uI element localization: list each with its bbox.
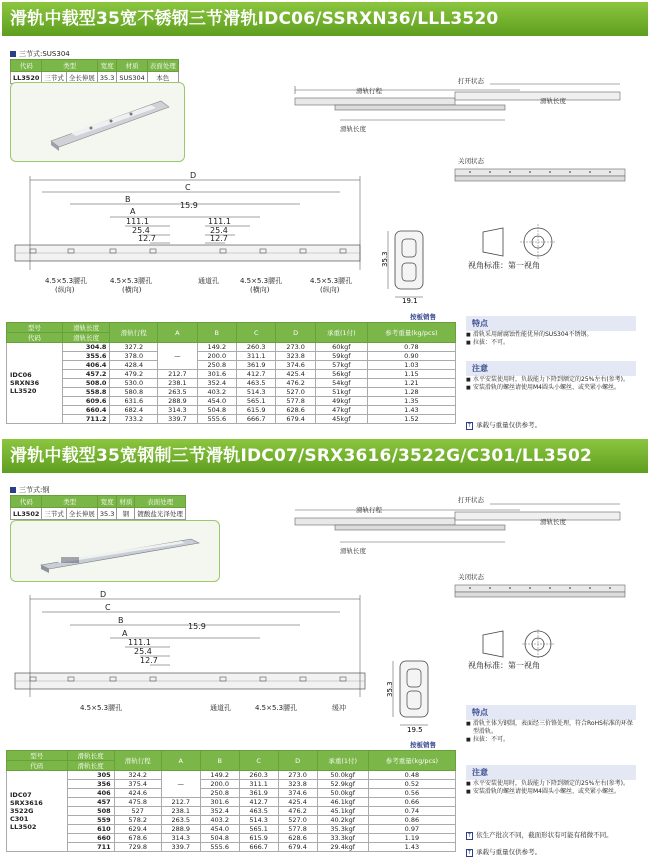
section2-feature-title: 特点 — [466, 705, 636, 720]
section2-note-2: T 承载与重量仅供参考。 — [468, 848, 542, 856]
section1-product-photo — [10, 82, 185, 162]
svg-text:25.4: 25.4 — [134, 647, 152, 656]
section2-data-table: 型号 滑轨长度 滑轨行程 A B C D 承重(1付) 参考重量(kg/pcs) 代码 滑轨长度 IDC07 SRX3616 3522G C301 LL3502 305 324.2 — 149.2 260.3 273.0 50.0kgf 0.48 356 375.4 200.0 311.1 323.8 52.9kgf 0.52 406 424.6 250.8 361.9 374.6 50.0kgf 0.56 457 475.8 212.7 301.6 412.7 425.4 46.1kgf 0.66 508 527 238.1 352.4 463.5 476.2 45.1kgf 0.74 559 578.2 263.5 403.2 514.3 527.0 40.2kgf 0.86 610 629.4 288.9 454.0 565.1 577.8 35.3kgf 0.97 660 678.6 314.3 504.8 615.9 628.6 33.3kgf 1.19 711 729.8 339.7 555.6 666.7 679.4 29.4kgf 1.43 — [6, 750, 456, 852]
section1-open-state: 打开状态 — [458, 77, 484, 85]
section2-spec-table: 代码 类型 宽度 材质 表面处理 LL3502 三节式 全长伸展 35.3 钢 镀酸盐光泽处理 — [10, 495, 186, 520]
section1-title: 滑轨中载型35宽不锈钢三节滑轨IDC06/SSRXN36/LLL3520 — [2, 2, 648, 36]
svg-text:B: B — [118, 616, 124, 625]
section2-sales-tag: 按板销售 — [410, 741, 436, 749]
section2-model-code: IDC07 SRX3616 3522G C301 LL3502 — [7, 771, 68, 852]
section2-note-1: T 依生产批次不同，截面形状有可能有稍微不同。 — [468, 831, 613, 839]
section2-product-photo — [10, 520, 220, 582]
table-row: 711 729.8 339.7 555.6 666.7 679.4 29.4kgf 1.43 — [7, 843, 456, 852]
svg-text:(纵向): (纵向) — [55, 286, 75, 294]
dim-12-left: 12.7 — [138, 234, 156, 243]
svg-text:通道孔: 通道孔 — [198, 277, 219, 285]
section2-slide-length-label-right: 滑轨长度 — [540, 518, 566, 526]
svg-text:19.1: 19.1 — [402, 297, 418, 305]
section1-view-icon — [478, 222, 578, 262]
dim-12-right: 12.7 — [210, 234, 228, 243]
dim-b-label: B — [125, 195, 131, 204]
table-row: IDC07 SRX3616 3522G C301 LL3502 305 324.2 — 149.2 260.3 273.0 50.0kgf 0.48 — [7, 771, 456, 780]
table-row: 457.2 479.2 212.7 301.6 412.7 425.4 56kgf 1.15 — [7, 370, 456, 379]
svg-text:缓冲: 缓冲 — [332, 704, 346, 712]
svg-text:(横向): (横向) — [122, 286, 142, 294]
section1-cautions: ■ 水平安装使用时，负载能力下降到额定的25%左右(参考)。 ■ 安装滑轨的螺丝请使用M4圆头小螺丝、或夹紧小螺丝。 — [466, 376, 636, 392]
svg-text:通道孔: 通道孔 — [210, 704, 231, 712]
table-row: 457 475.8 212.7 301.6 412.7 425.4 46.1kgf 0.66 — [7, 798, 456, 807]
table-row: 558.8 580.8 263.5 403.2 514.3 527.0 51kgf 1.28 — [7, 388, 456, 397]
svg-text:D: D — [100, 590, 107, 599]
section2-slide-travel-label: 滑轨行程 — [356, 506, 382, 514]
section2-title: 滑轨中载型35宽钢制三节滑轨IDC07/SRX3616/3522G/C301/LL3502 — [2, 439, 648, 473]
dim-c-label: C — [185, 183, 191, 192]
svg-text:4.5×5.3腰孔: 4.5×5.3腰孔 — [240, 277, 283, 285]
svg-text:35.3: 35.3 — [386, 681, 394, 697]
section2-subtitle: 三节式:钢 — [10, 485, 49, 495]
dim-111-left: 111.1 — [126, 217, 149, 226]
section1-spec-table: 代码 类型 宽度 材质 表面处理 LL3520 三节式 全长伸展 35.3 SUS304 本色 — [10, 59, 179, 84]
svg-text:111.1: 111.1 — [128, 638, 151, 647]
section1-slide-travel-label: 滑轨行程 — [356, 87, 382, 95]
table-row: 356 375.4 200.0 311.1 323.8 52.9kgf 0.52 — [7, 780, 456, 789]
section1-dimension-drawing — [10, 160, 380, 300]
svg-text:4.5×5.3腰孔: 4.5×5.3腰孔 — [45, 277, 88, 285]
svg-text:19.5: 19.5 — [407, 726, 423, 734]
table-row: 610 629.4 288.9 454.0 565.1 577.8 35.3kgf 0.97 — [7, 825, 456, 834]
svg-text:4.5×5.3腰孔: 4.5×5.3腰孔 — [110, 277, 153, 285]
dim-a-label: A — [130, 207, 136, 216]
table-row: 508 527 238.1 352.4 463.5 476.2 45.1kgf 0.74 — [7, 807, 456, 816]
section1-slide-length-label-right: 滑轨长度 — [540, 97, 566, 105]
svg-text:12.7: 12.7 — [140, 656, 158, 665]
svg-text:4.5×5.3腰孔: 4.5×5.3腰孔 — [310, 277, 353, 285]
section2-features: ■ 滑轨主体为钢制，表面经三价铬处理，符合RoHS标准的环保型滑轨。 ■ 拉拔：不可。 — [466, 720, 636, 744]
dim-d-label: D — [190, 171, 197, 180]
section2-closed-state: 关闭状态 — [458, 573, 484, 581]
table-row: 406 424.6 250.8 361.9 374.6 50.0kgf 0.56 — [7, 789, 456, 798]
svg-text:(横向): (横向) — [250, 286, 270, 294]
svg-text:C: C — [105, 603, 111, 612]
section1-caution-title: 注意 — [466, 361, 636, 376]
section1-view-label: 视角标准：第一视角 — [468, 261, 540, 270]
table-row: IDC06 SRXN36 LL3520 304.8 327.2 — 149.2 260.3 273.0 60kgf 0.78 — [7, 343, 456, 352]
svg-text:35.3: 35.3 — [381, 251, 389, 267]
section1-closed-state: 关闭状态 — [458, 157, 484, 165]
section1-subtitle: 三节式:SUS304 — [10, 49, 70, 59]
dim-25-right: 25.4 — [210, 226, 228, 235]
table-row: 609.6 631.6 288.9 454.0 565.1 577.8 49kgf 1.35 — [7, 397, 456, 406]
svg-text:A: A — [122, 629, 128, 638]
table-row: 355.6 378.0 200.0 311.1 323.8 59kgf 0.90 — [7, 352, 456, 361]
dim-15-label: 15.9 — [180, 201, 198, 210]
section1-features: ■ 滑轨采用耐腐蚀性能优异的SUS304不锈钢。 ■ 拉拔：不可。 — [466, 331, 636, 347]
svg-text:15.9: 15.9 — [188, 622, 206, 631]
section2-cautions: ■ 水平安装使用时，负载能力下降到额定的25%左右(参考)。 ■ 安装滑轨的螺丝请使用M4圆头小螺丝、或夹紧小螺丝。 — [466, 780, 636, 796]
table-row: 406.4 428.4 250.8 361.9 374.6 57kgf 1.03 — [7, 361, 456, 370]
table-row: 508.0 530.0 238.1 352.4 463.5 476.2 54kgf 1.21 — [7, 379, 456, 388]
section1-data-table: 型号 滑轨长度 滑轨行程 A B C D 承重(1付) 参考重量(kg/pcs) 代码 滑轨长度 IDC06 SRXN36 LL3520 304.8 327.2 — 149.2 260.3 273.0 60kgf 0.78 355.6 378.0 200.0 311.1 323.8 59kgf 0.90 406.4 428.4 250.8 361.9 374.6 57kgf 1.03 457.2 479.2 212.7 301.6 412.7 425.4 56kgf 1.15 508.0 530.0 238.1 352.4 463.5 476.2 54kgf 1.21 558.8 580.8 263.5 403.2 514.3 527.0 51kgf 1.28 609.6 631.6 288.9 454.0 565.1 577.8 49kgf 1.35 660.4 682.4 314.3 504.8 615.9 628.6 47kgf 1.43 711.2 733.2 339.7 555.6 666.7 679.4 45kgf 1.52 — [6, 322, 456, 424]
section2-dimension-drawing — [10, 585, 380, 720]
dim-25-left: 25.4 — [132, 226, 150, 235]
section2-caution-title: 注意 — [466, 765, 636, 780]
section1-cross-section — [380, 225, 440, 305]
table-row: 559 578.2 263.5 403.2 514.3 527.0 40.2kgf 0.86 — [7, 816, 456, 825]
svg-text:4.5×5.3腰孔: 4.5×5.3腰孔 — [80, 704, 123, 712]
section2-view-icon — [478, 626, 578, 662]
svg-text:(纵向): (纵向) — [320, 286, 340, 294]
section1-slide-length-label: 滑轨长度 — [340, 125, 366, 133]
section1-model-code: IDC06 SRXN36 LL3520 — [7, 343, 63, 424]
svg-text:4.5×5.3腰孔: 4.5×5.3腰孔 — [255, 704, 298, 712]
section2-cross-section — [385, 655, 445, 735]
section2-view-label: 视角标准：第一视角 — [468, 661, 540, 670]
section1-sales-tag: 按板销售 — [410, 313, 436, 321]
table-row: 660.4 682.4 314.3 504.8 615.9 628.6 47kgf 1.43 — [7, 406, 456, 415]
section2-slide-length-label: 滑轨长度 — [340, 547, 366, 555]
table-row: 711.2 733.2 339.7 555.6 666.7 679.4 45kgf 1.52 — [7, 415, 456, 424]
section1-note: T 承载与重量仅供参考。 — [468, 421, 542, 429]
table-row: 660 678.6 314.3 504.8 615.9 628.6 33.3kgf 1.19 — [7, 834, 456, 843]
section1-feature-title: 特点 — [466, 316, 636, 331]
dim-111-right: 111.1 — [208, 217, 231, 226]
section2-open-state: 打开状态 — [458, 496, 484, 504]
